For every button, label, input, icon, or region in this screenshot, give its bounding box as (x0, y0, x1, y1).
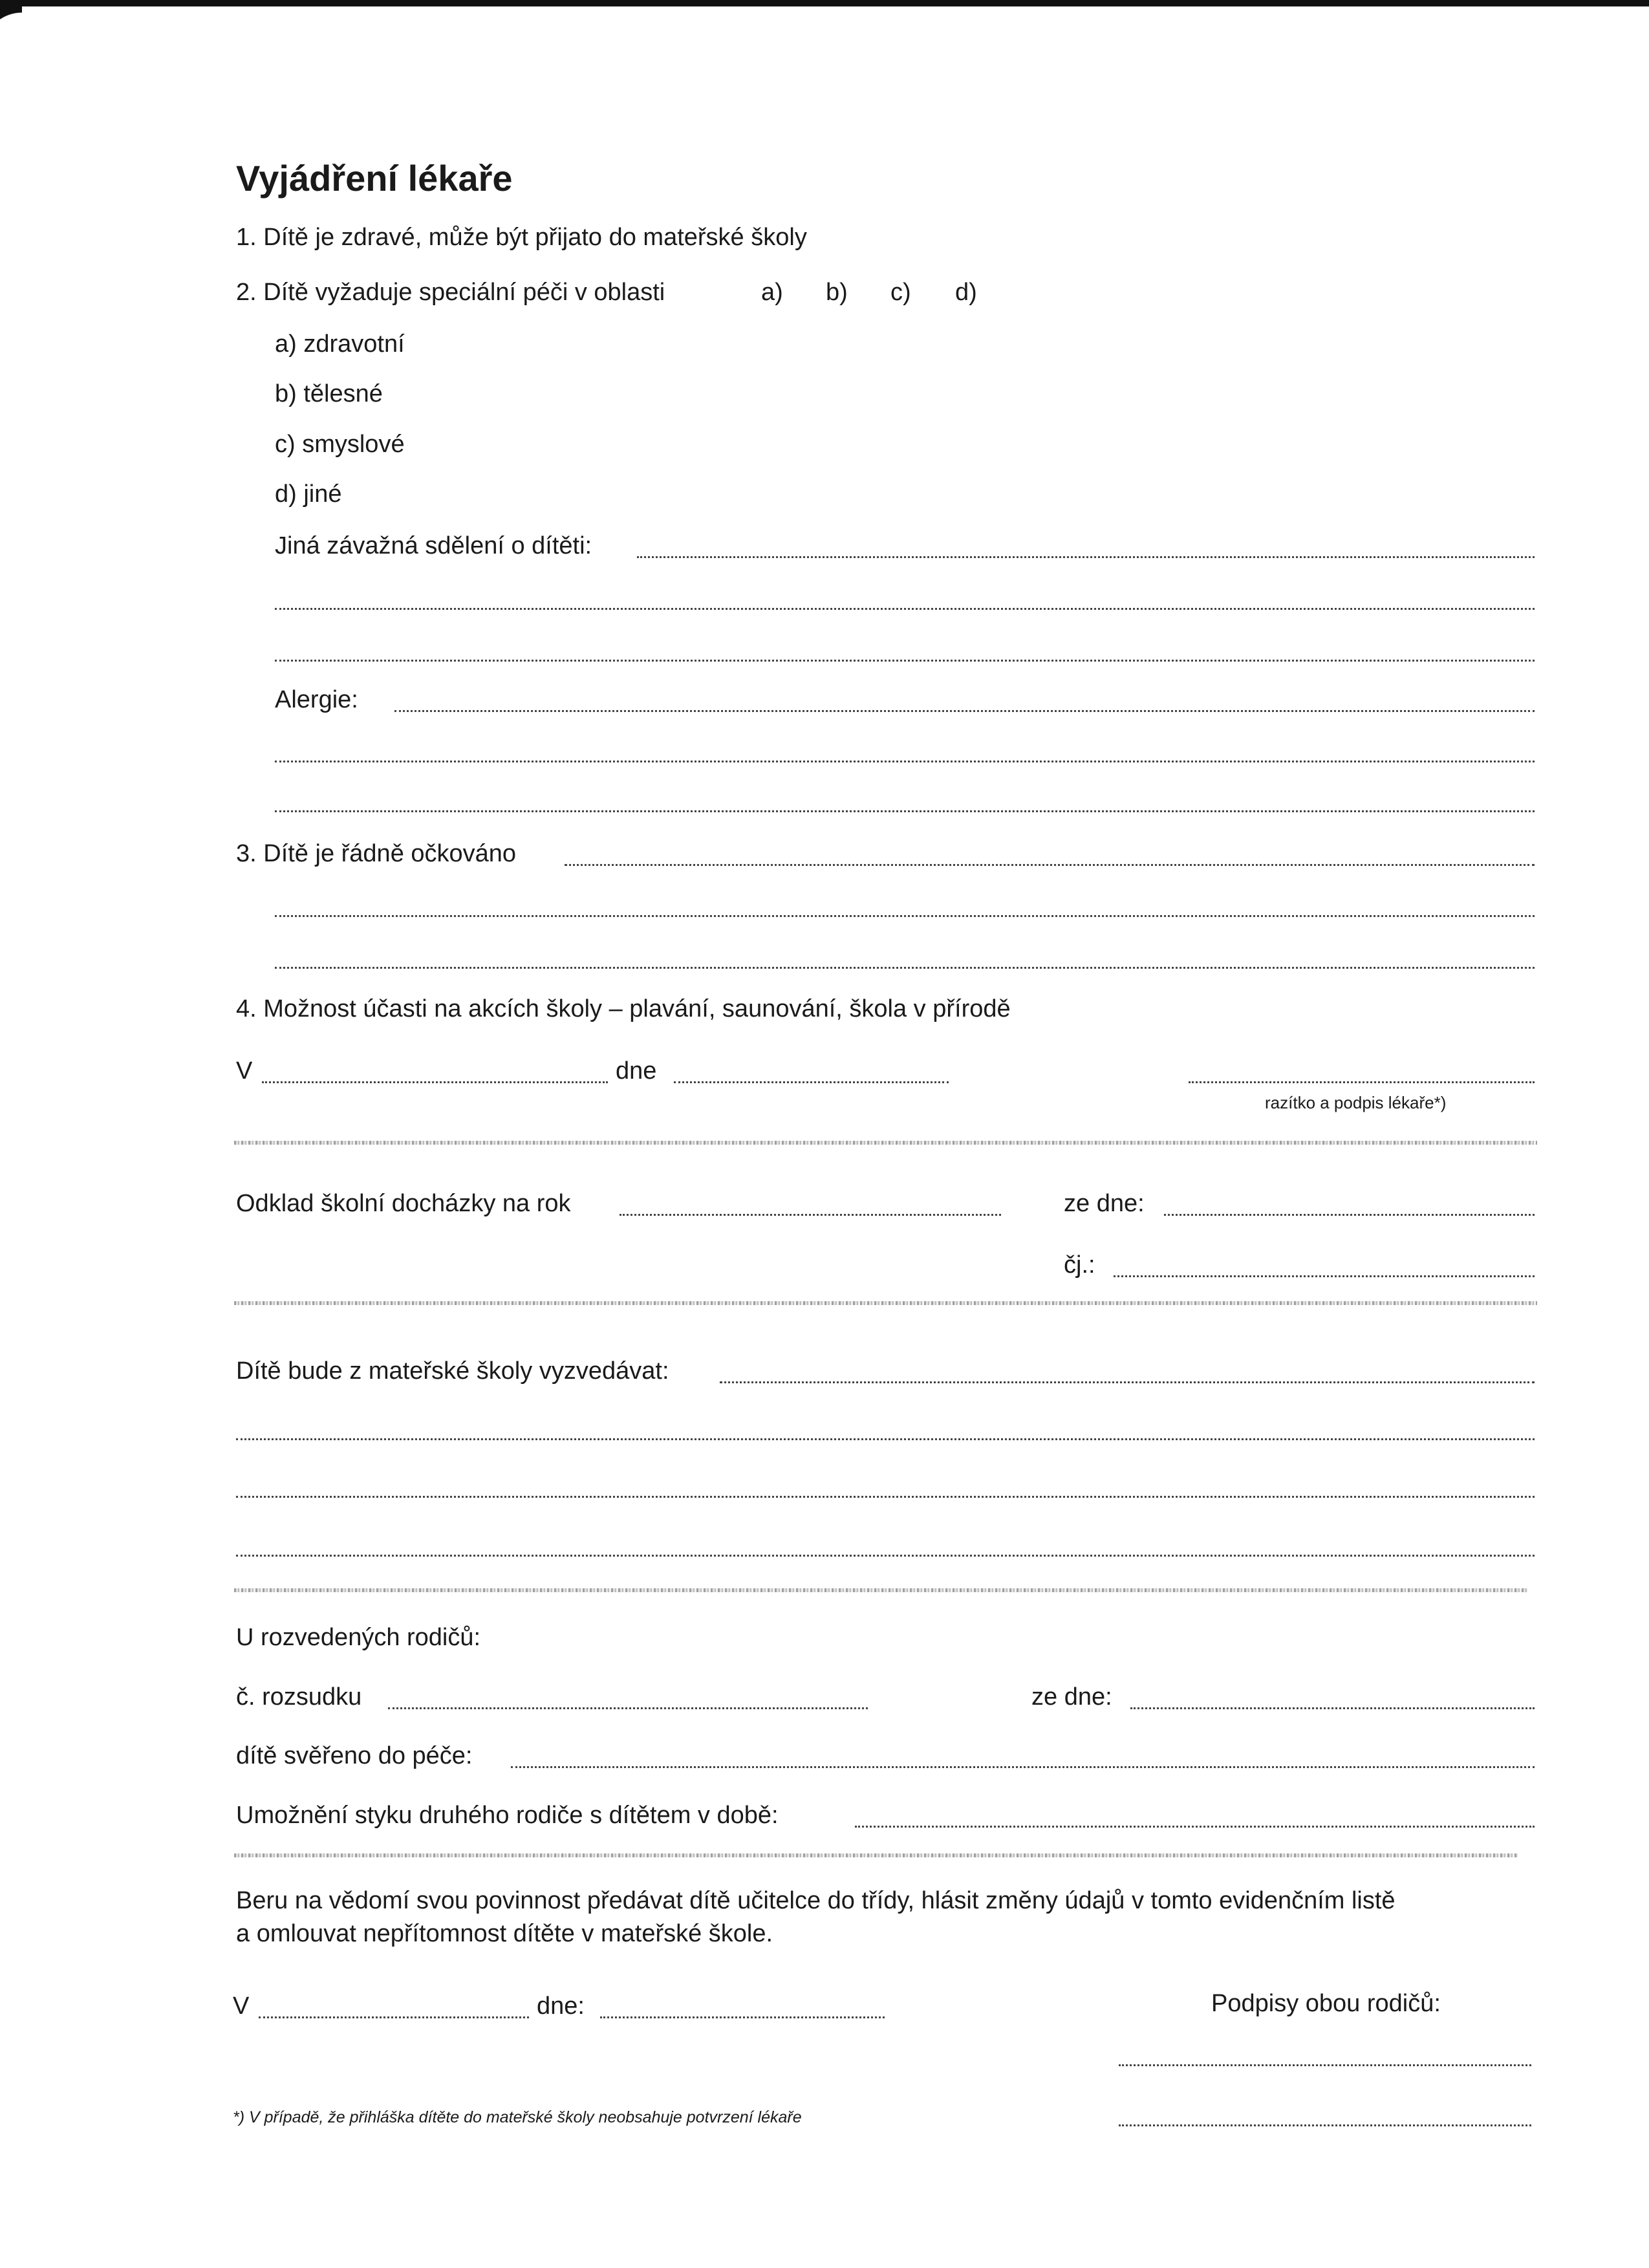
final-date-field[interactable] (600, 2016, 885, 2018)
item-1-healthy: 1. Dítě je zdravé, může být přijato do mateřské školy (236, 224, 807, 251)
deferral-date-field[interactable] (1164, 1214, 1535, 1216)
declaration-text: Beru na vědomí svou povinnost předávat dítě učitelce do třídy, hlásit změny údajů v tomto evidenčním listě (236, 1887, 1396, 1914)
option-d[interactable]: d) (955, 279, 977, 306)
contact-field[interactable] (855, 1826, 1535, 1828)
doctor-signature-field[interactable] (1189, 1081, 1535, 1083)
declaration-text-2: a omlouvat nepřítomnost dítěte v mateřské škole. (236, 1920, 773, 1947)
pickup-line-2[interactable] (236, 1438, 1535, 1440)
page-title: Vyjádření lékaře (236, 158, 513, 199)
judgment-number-field[interactable] (388, 1707, 868, 1709)
allergy-line-3[interactable] (275, 810, 1535, 812)
allergy-line-2[interactable] (275, 761, 1535, 762)
scan-edge (0, 0, 1649, 6)
parent-2-signature-field[interactable] (1119, 2124, 1531, 2126)
allergy-label: Alergie: (275, 686, 358, 713)
other-info-field[interactable] (637, 556, 1535, 558)
doctor-date-label: dne (616, 1057, 657, 1085)
care-area-health: a) zdravotní (275, 330, 405, 358)
final-place-field[interactable] (259, 2016, 529, 2018)
option-b[interactable]: b) (826, 279, 848, 306)
final-date-label: dne: (537, 1993, 585, 2020)
parents-signature-label: Podpisy obou rodičů: (1211, 1990, 1441, 2017)
divorced-parents-label: U rozvedených rodičů: (236, 1624, 481, 1651)
judgment-date-field[interactable] (1130, 1707, 1535, 1709)
vaccination-line-3[interactable] (275, 967, 1535, 969)
pickup-label: Dítě bude z mateřské školy vyzvedávat: (236, 1357, 669, 1385)
care-area-sensory: c) smyslové (275, 431, 405, 458)
pickup-field[interactable] (720, 1381, 1535, 1383)
item-2-special-care: 2. Dítě vyžaduje speciální péči v oblasti (236, 279, 665, 306)
ref-number-label: čj.: (1064, 1251, 1095, 1279)
allergy-field[interactable] (394, 710, 1535, 712)
option-a[interactable]: a) (761, 279, 783, 306)
deferral-year-field[interactable] (620, 1214, 1001, 1216)
doctor-place-label: V (236, 1057, 253, 1085)
custody-field[interactable] (511, 1766, 1535, 1768)
final-place-label: V (233, 1993, 250, 2020)
vaccination-line-2[interactable] (275, 915, 1535, 917)
doctor-place-field[interactable] (262, 1081, 608, 1083)
judgment-number-label: č. rozsudku (236, 1683, 362, 1711)
other-info-label: Jiná závažná sdělení o dítěti: (275, 532, 592, 559)
vaccination-field[interactable] (565, 864, 1535, 866)
ref-number-field[interactable] (1114, 1275, 1535, 1277)
section-divider-4 (234, 1853, 1518, 1857)
pickup-line-4[interactable] (236, 1555, 1535, 1557)
pickup-line-3[interactable] (236, 1496, 1535, 1498)
footnote: *) V případě, že přihláška dítěte do mateřské školy neobsahuje potvrzení lékaře (233, 2108, 802, 2126)
deferral-date-label: ze dne: (1064, 1190, 1145, 1217)
section-divider-2 (234, 1301, 1537, 1305)
scan-corner (0, 0, 22, 52)
other-info-line-3[interactable] (275, 660, 1535, 662)
doctor-date-field[interactable] (674, 1081, 949, 1083)
judgment-date-label: ze dne: (1031, 1683, 1112, 1711)
section-divider-3 (234, 1588, 1527, 1592)
deferral-label: Odklad školní docházky na rok (236, 1190, 571, 1217)
care-area-other: d) jiné (275, 481, 342, 508)
contact-label: Umožnění styku druhého rodiče s dítětem v době: (236, 1802, 779, 1829)
doctor-signature-label: razítko a podpis lékaře*) (1265, 1093, 1447, 1112)
other-info-line-2[interactable] (275, 608, 1535, 610)
option-c[interactable]: c) (890, 279, 911, 306)
custody-label: dítě svěřeno do péče: (236, 1742, 473, 1769)
item-4-school-activities: 4. Možnost účasti na akcích školy – plavání, saunování, škola v přírodě (236, 995, 1011, 1022)
item-3-vaccinated: 3. Dítě je řádně očkováno (236, 840, 517, 867)
care-area-physical: b) tělesné (275, 380, 383, 407)
parent-1-signature-field[interactable] (1119, 2064, 1531, 2066)
section-divider-1 (234, 1141, 1537, 1145)
